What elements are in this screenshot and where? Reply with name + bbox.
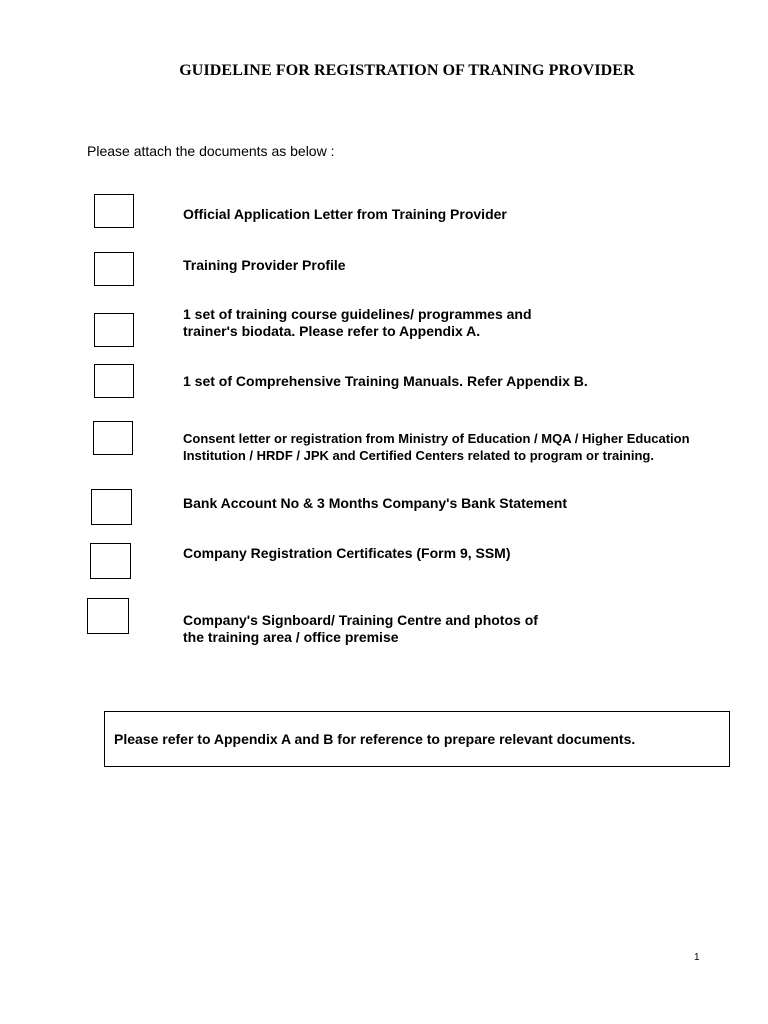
checklist-item-label: Training Provider Profile [183, 257, 346, 273]
reference-note-box [104, 711, 730, 767]
checkbox-provider-profile[interactable] [94, 252, 134, 286]
checkbox-company-registration[interactable] [90, 543, 131, 579]
checkbox-signboard-photos[interactable] [87, 598, 129, 634]
checklist-item-label: 1 set of Comprehensive Training Manuals. Refer Appendix B. [183, 373, 588, 389]
checklist-item-label: Bank Account No & 3 Months Company's Bank Statement [183, 495, 567, 511]
checkbox-training-manuals[interactable] [94, 364, 134, 398]
document-title: GUIDELINE FOR REGISTRATION OF TRANING PROVIDER [179, 62, 635, 79]
checklist-item-label: Official Application Letter from Training Provider [183, 206, 507, 222]
intro-text: Please attach the documents as below : [87, 143, 335, 159]
checklist-item-label: Consent letter or registration from Ministry of Education / MQA / Higher Education Institution / HRDF / JPK and Certified Centers related to program or training. [183, 431, 690, 463]
checkbox-course-guidelines[interactable] [94, 313, 134, 347]
checklist-item-label: 1 set of training course guidelines/ programmes and trainer's biodata. Please refer to Appendix A. [183, 306, 532, 339]
checklist-item-label: Company's Signboard/ Training Centre and photos of the training area / office premise [183, 612, 538, 645]
checkbox-bank-statement[interactable] [91, 489, 132, 525]
reference-note-text: Please refer to Appendix A and B for reference to prepare relevant documents. [114, 731, 636, 747]
page-number: 1 [694, 952, 700, 963]
checkbox-application-letter[interactable] [94, 194, 134, 228]
checklist-item-label: Company Registration Certificates (Form 9, SSM) [183, 545, 511, 561]
checkbox-consent-letter[interactable] [93, 421, 133, 455]
